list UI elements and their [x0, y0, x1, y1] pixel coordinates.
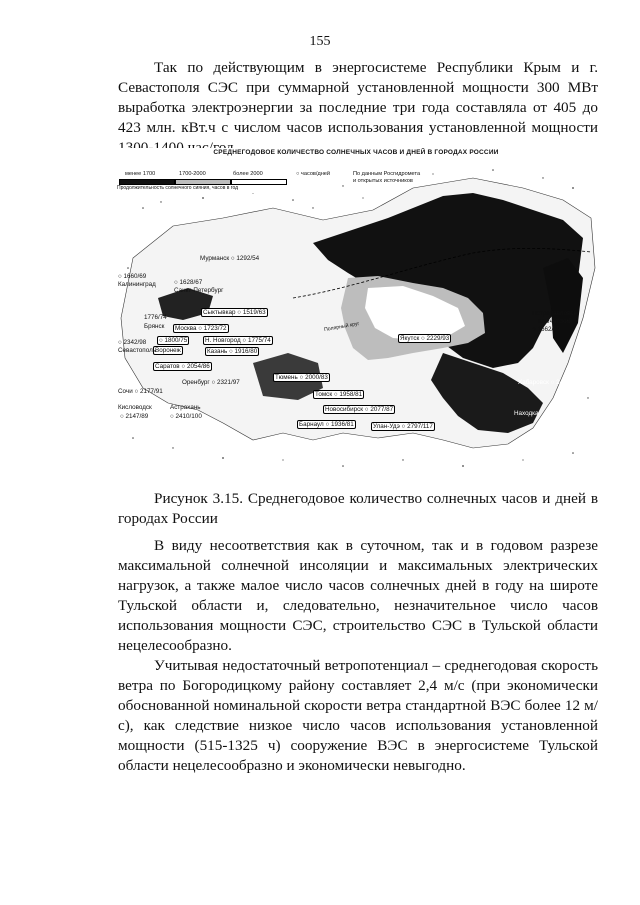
city-spb-name: Санкт-Петербург — [174, 287, 224, 294]
legend-source-line2: и открытых источников — [353, 178, 413, 184]
city-kaliningrad-value: ○ 1660/69 — [118, 273, 147, 280]
city-orenburg: Оренбург ○ 2321/97 — [182, 379, 240, 386]
city-tomsk: Томск ○ 1958/81 — [315, 391, 363, 398]
figure-caption: Рисунок 3.15. Среднегодовое количество солнечных часов и дней в городах России — [118, 490, 598, 527]
city-sochi: Сочи ○ 2177/91 — [118, 388, 163, 395]
city-saratov: Саратов ○ 2054/86 — [155, 363, 210, 370]
legend-high: более 2000 — [233, 171, 263, 177]
city-petropavlovsk-value: ○ 1662/69 — [532, 326, 561, 333]
city-spb-value: ○ 1628/67 — [174, 279, 203, 286]
page-number: 155 — [309, 34, 331, 49]
city-nakhodka-value: ○ 2368/99 — [546, 410, 575, 417]
map-legend — [117, 171, 287, 193]
city-ulanude: Улан-Удэ ○ 2797/117 — [373, 423, 433, 430]
city-petropavlovsk-name-2: Камчатский — [538, 318, 572, 325]
city-astrakhan-value: ○ 2410/100 — [170, 413, 202, 420]
city-syktyvkar: Сыктывкар ○ 1519/63 — [203, 309, 266, 316]
russia-map-graphic — [113, 148, 599, 481]
paragraph-wind-tula: Учитывая недостаточный ветропотенциал – среднегодовая скорость ветра по Богородицкому району составляет 2,4 м/с (при экономически обоснованной номинальной скорости ветра стандартной ВЭС более 12 м/с), как следствие низкое число часов использования установленной мощности (515-1325 ч) сооружение ВЭС в энергосистеме Тульской области нецелесообразно и экономически невыгодно. — [118, 657, 598, 774]
city-voronezh-value: ○ 1800/75 — [159, 337, 188, 344]
city-murmansk: Мурманск ○ 1292/54 — [200, 255, 260, 262]
legend-low: менее 1700 — [125, 171, 156, 177]
polar-circle-label: Полярный круг — [323, 320, 360, 334]
city-moscow: Москва ○ 1723/72 — [175, 325, 227, 332]
city-sevastopol-value: ○ 2342/98 — [118, 339, 147, 346]
city-bryansk-name: Брянск — [144, 323, 165, 330]
city-kislovodsk-value: ○ 2147/89 — [120, 413, 149, 420]
sunshine-map-figure — [113, 148, 599, 481]
city-khabarovsk: Хабаровск ○ 2449/102 — [518, 379, 583, 386]
paragraph-ses-tula: В виду несоответствия как в суточном, так и в годовом разрезе максимальной солнечной инсоляции и максимальных электрических нагрузок, а также малое число часов солнечных дней в году на широте Тульской области и, следовательно, незначительное число часов использования мощности СЭС, строительство СЭС в Тульской области нецелесообразно. — [118, 537, 598, 654]
city-kazan: Казань ○ 1916/80 — [207, 348, 258, 355]
city-bryansk-value: 1776/74 — [144, 314, 167, 321]
paragraph-solar-crimea: Так по действующим в энергосистеме Республики Крым и г. Севастополя СЭС при суммарной установленной мощности 300 МВт выработка электроэнергии за последние три года составляла от 405 до 423 млн. кВт.ч с числом часов использования установленной мощности — [118, 59, 598, 136]
city-novosibirsk: Новосибирск ○ 2077/87 — [325, 406, 394, 413]
city-tyumen: Тюмень ○ 2000/83 — [275, 374, 328, 381]
city-astrakhan-name: Астрахань — [170, 404, 201, 411]
city-kislovodsk-name: Кисловодск — [118, 404, 152, 411]
city-sevastopol-name: Севастополь — [118, 347, 157, 354]
city-nnovgorod: Н. Новгород ○ 1775/74 — [205, 337, 271, 344]
city-nakhodka-name: Находка — [514, 410, 539, 417]
city-petropavlovsk-name-1: Петропавловск- — [532, 310, 579, 317]
city-voronezh-name: Воронеж — [155, 347, 181, 354]
city-kaliningrad-name: Калининград — [118, 281, 156, 288]
legend-mid: 1700-2000 — [179, 171, 206, 177]
map-title: СРЕДНЕГОДОВОЕ КОЛИЧЕСТВО СОЛНЕЧНЫХ ЧАСОВ И ДНЕЙ В ГОРОДАХ РОССИИ — [213, 149, 499, 156]
city-barnaul: Барнаул ○ 1936/81 — [299, 421, 354, 428]
city-yakutsk: Якутск ○ 2229/93 — [400, 335, 450, 342]
legend-hours-days: ○ часов/дней — [296, 171, 331, 177]
legend-caption: Продолжительность солнечного сияния, часов в год — [117, 185, 239, 191]
legend-source — [353, 171, 420, 185]
legend-source-line1: По данным Росгидромета — [353, 171, 421, 177]
